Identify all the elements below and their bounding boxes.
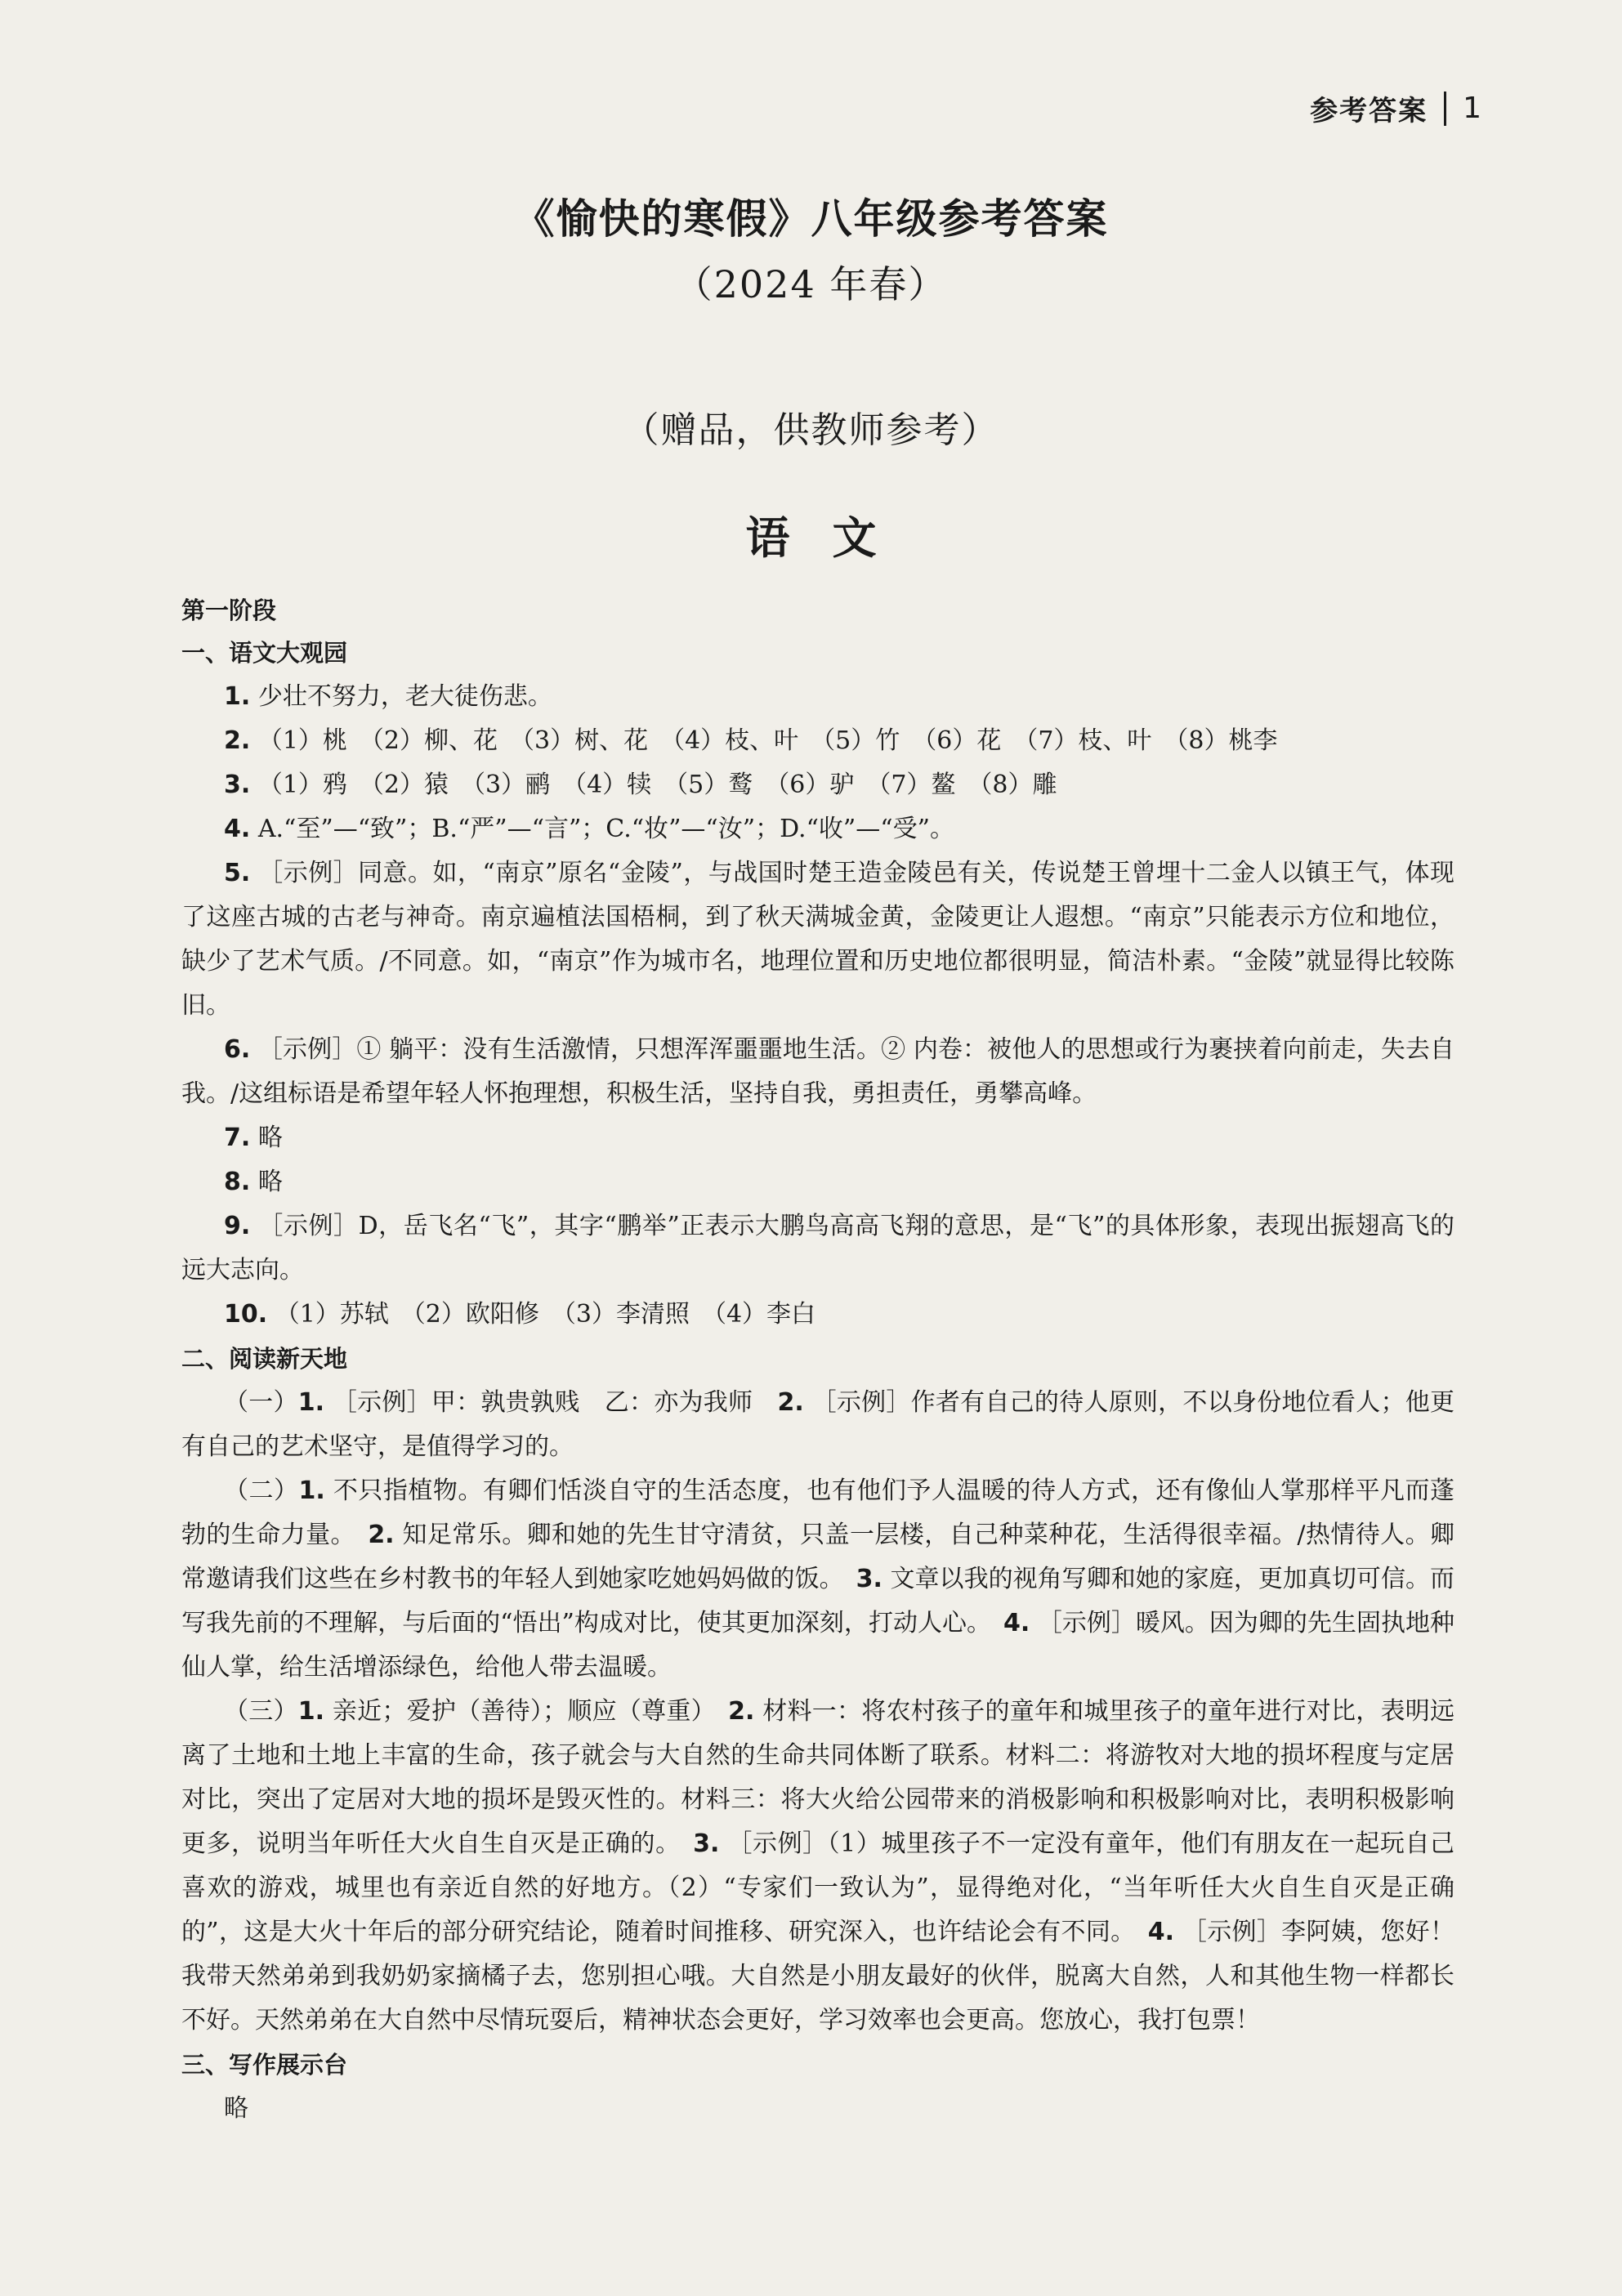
answer-item: 1. 少壮不努力，老大徒伤悲。 (224, 682, 552, 711)
page-number: 1 (1463, 92, 1483, 125)
reading-answer-1: （一）1. ［示例］甲：孰贵孰贱 乙：亦为我师 2. ［示例］作者有自己的待人原则，不以身份地位看人；他更有自己的艺术坚守，是值得学习的。 (181, 1388, 1455, 1461)
header-label: 参考答案 (1310, 95, 1428, 127)
header-divider (1444, 92, 1446, 126)
answer-item: 10. （1）苏轼 （2）欧阳修 （3）李清照 （4）李白 (224, 1300, 816, 1329)
answer-item: 7. 略 (224, 1123, 283, 1152)
reading-answer-2: （二）1. 不只指植物。有卿们恬淡自守的生活态度，也有他们予人温暖的待人方式，还有像仙人掌那样平凡而蓬勃的生命力量。 2. 知足常乐。卿和她的先生甘守清贫，只盖一层楼，自己种菜种花，生活得很幸福。/热情待人。卿常邀请我们这些在乡村教书的年轻人到她家吃她妈妈做的饭。 3. 文章以我的视角写卿和她的家庭，更加真切可信。而写我先前的不理解，与后面的“悟出”构成对比，使其更加深刻，打动人心。 4. ［示例］暖风。因为卿的先生固执地种仙人掌，给生活增添绿色，给他人带去温暖。 (181, 1476, 1455, 1682)
answer-item: 6. ［示例］① 躺平：没有生活激情，只想浑浑噩噩地生活。② 内卷：被他人的思想或行为裹挟着向前走，失去自我。/这组标语是希望年轻人怀抱理想，积极生活，坚持自我，勇担责任，勇攀高峰。 (181, 1035, 1454, 1108)
gift-note: （赠品，供教师参考） (623, 409, 999, 451)
running-header (1310, 88, 1483, 128)
answer-content (181, 590, 1454, 2131)
reading-answer-3: （三）1. 亲近；爱护（善待）；顺应（尊重） 2. 材料一：将农村孩子的童年和城里孩子的童年进行对比，表明远离了土地和土地上丰富的生命，孩子就会与大自然的生命共同体断了联系。材料二：将游牧对大地的损坏程度与定居对比，突出了定居对大地的损坏是毁灭性的。材料三：将大火给公园带来的消极影响和积极影响对比，表明积极影响更多，说明当年听任大火自生自灭是正确的。 3. ［示例］（1）城里孩子不一定没有童年，他们有朋友在一起玩自己喜欢的游戏，城里也有亲近自然的好地方。（2）“专家们一致认为”，显得绝对化，“当年听任大火自生自灭是正确的”，这是大火十年后的部分研究结论，随着时间推移、研究深入，也许结论会有不同。 4. ［示例］李阿姨，您好！我带天然弟弟到我奶奶家摘橘子去，您别担心哦。大自然是小朋友最好的伙伴，脱离大自然，人和其他生物一样都长不好。天然弟弟在大自然中尽情玩耍后，精神状态会更好，学习效率也会更高。您放心，我打包票！ (181, 1697, 1455, 2035)
document-title: 《愉快的寒假》八年级参考答案 (513, 195, 1109, 243)
answer-item: 5. ［示例］同意。如，“南京”原名“金陵”，与战国时楚王造金陵邑有关，传说楚王曾埋十二金人以镇王气，体现了这座古城的古老与神奇。南京遍植法国梧桐，到了秋天满城金黄，金陵更让人遐想。“南京”只能表示方位和地位，缺少了艺术气质。/不同意。如，“南京”作为城市名，地理位置和历史地位都很明显，简洁朴素。“金陵”就显得比较陈旧。 (181, 859, 1454, 1020)
writing-answer: 略 (224, 2094, 248, 2123)
answer-item: 9. ［示例］D，岳飞名“飞”，其字“鹏举”正表示大鹏鸟高高飞翔的意思，是“飞”的具体形象，表现出振翅高飞的远大志向。 (181, 1212, 1454, 1284)
document-subtitle: （2024 年春） (674, 262, 948, 306)
stage-heading: 第一阶段 (181, 596, 277, 624)
section-title-3: 三、写作展示台 (181, 2051, 348, 2079)
answer-item: 8. 略 (224, 1168, 283, 1196)
answer-item: 3. （1）鸦 （2）猿 （3）鹂 （4）犊 （5）鹜 （6）驴 （7）鳌 （8）雕 (224, 771, 1057, 799)
section-title-2: 二、阅读新天地 (181, 1345, 348, 1373)
subject-heading: 语文 (745, 512, 919, 564)
answer-item: 2. （1）桃 （2）柳、花 （3）树、花 （4）枝、叶 （5）竹 （6）花 （7）枝、叶 （8）桃李 (224, 726, 1278, 755)
section-title-1: 一、语文大观园 (181, 639, 348, 667)
answer-item: 4. A.“至”—“致”；B.“严”—“言”；C.“妆”—“汝”；D.“收”—“受”。 (224, 815, 954, 843)
